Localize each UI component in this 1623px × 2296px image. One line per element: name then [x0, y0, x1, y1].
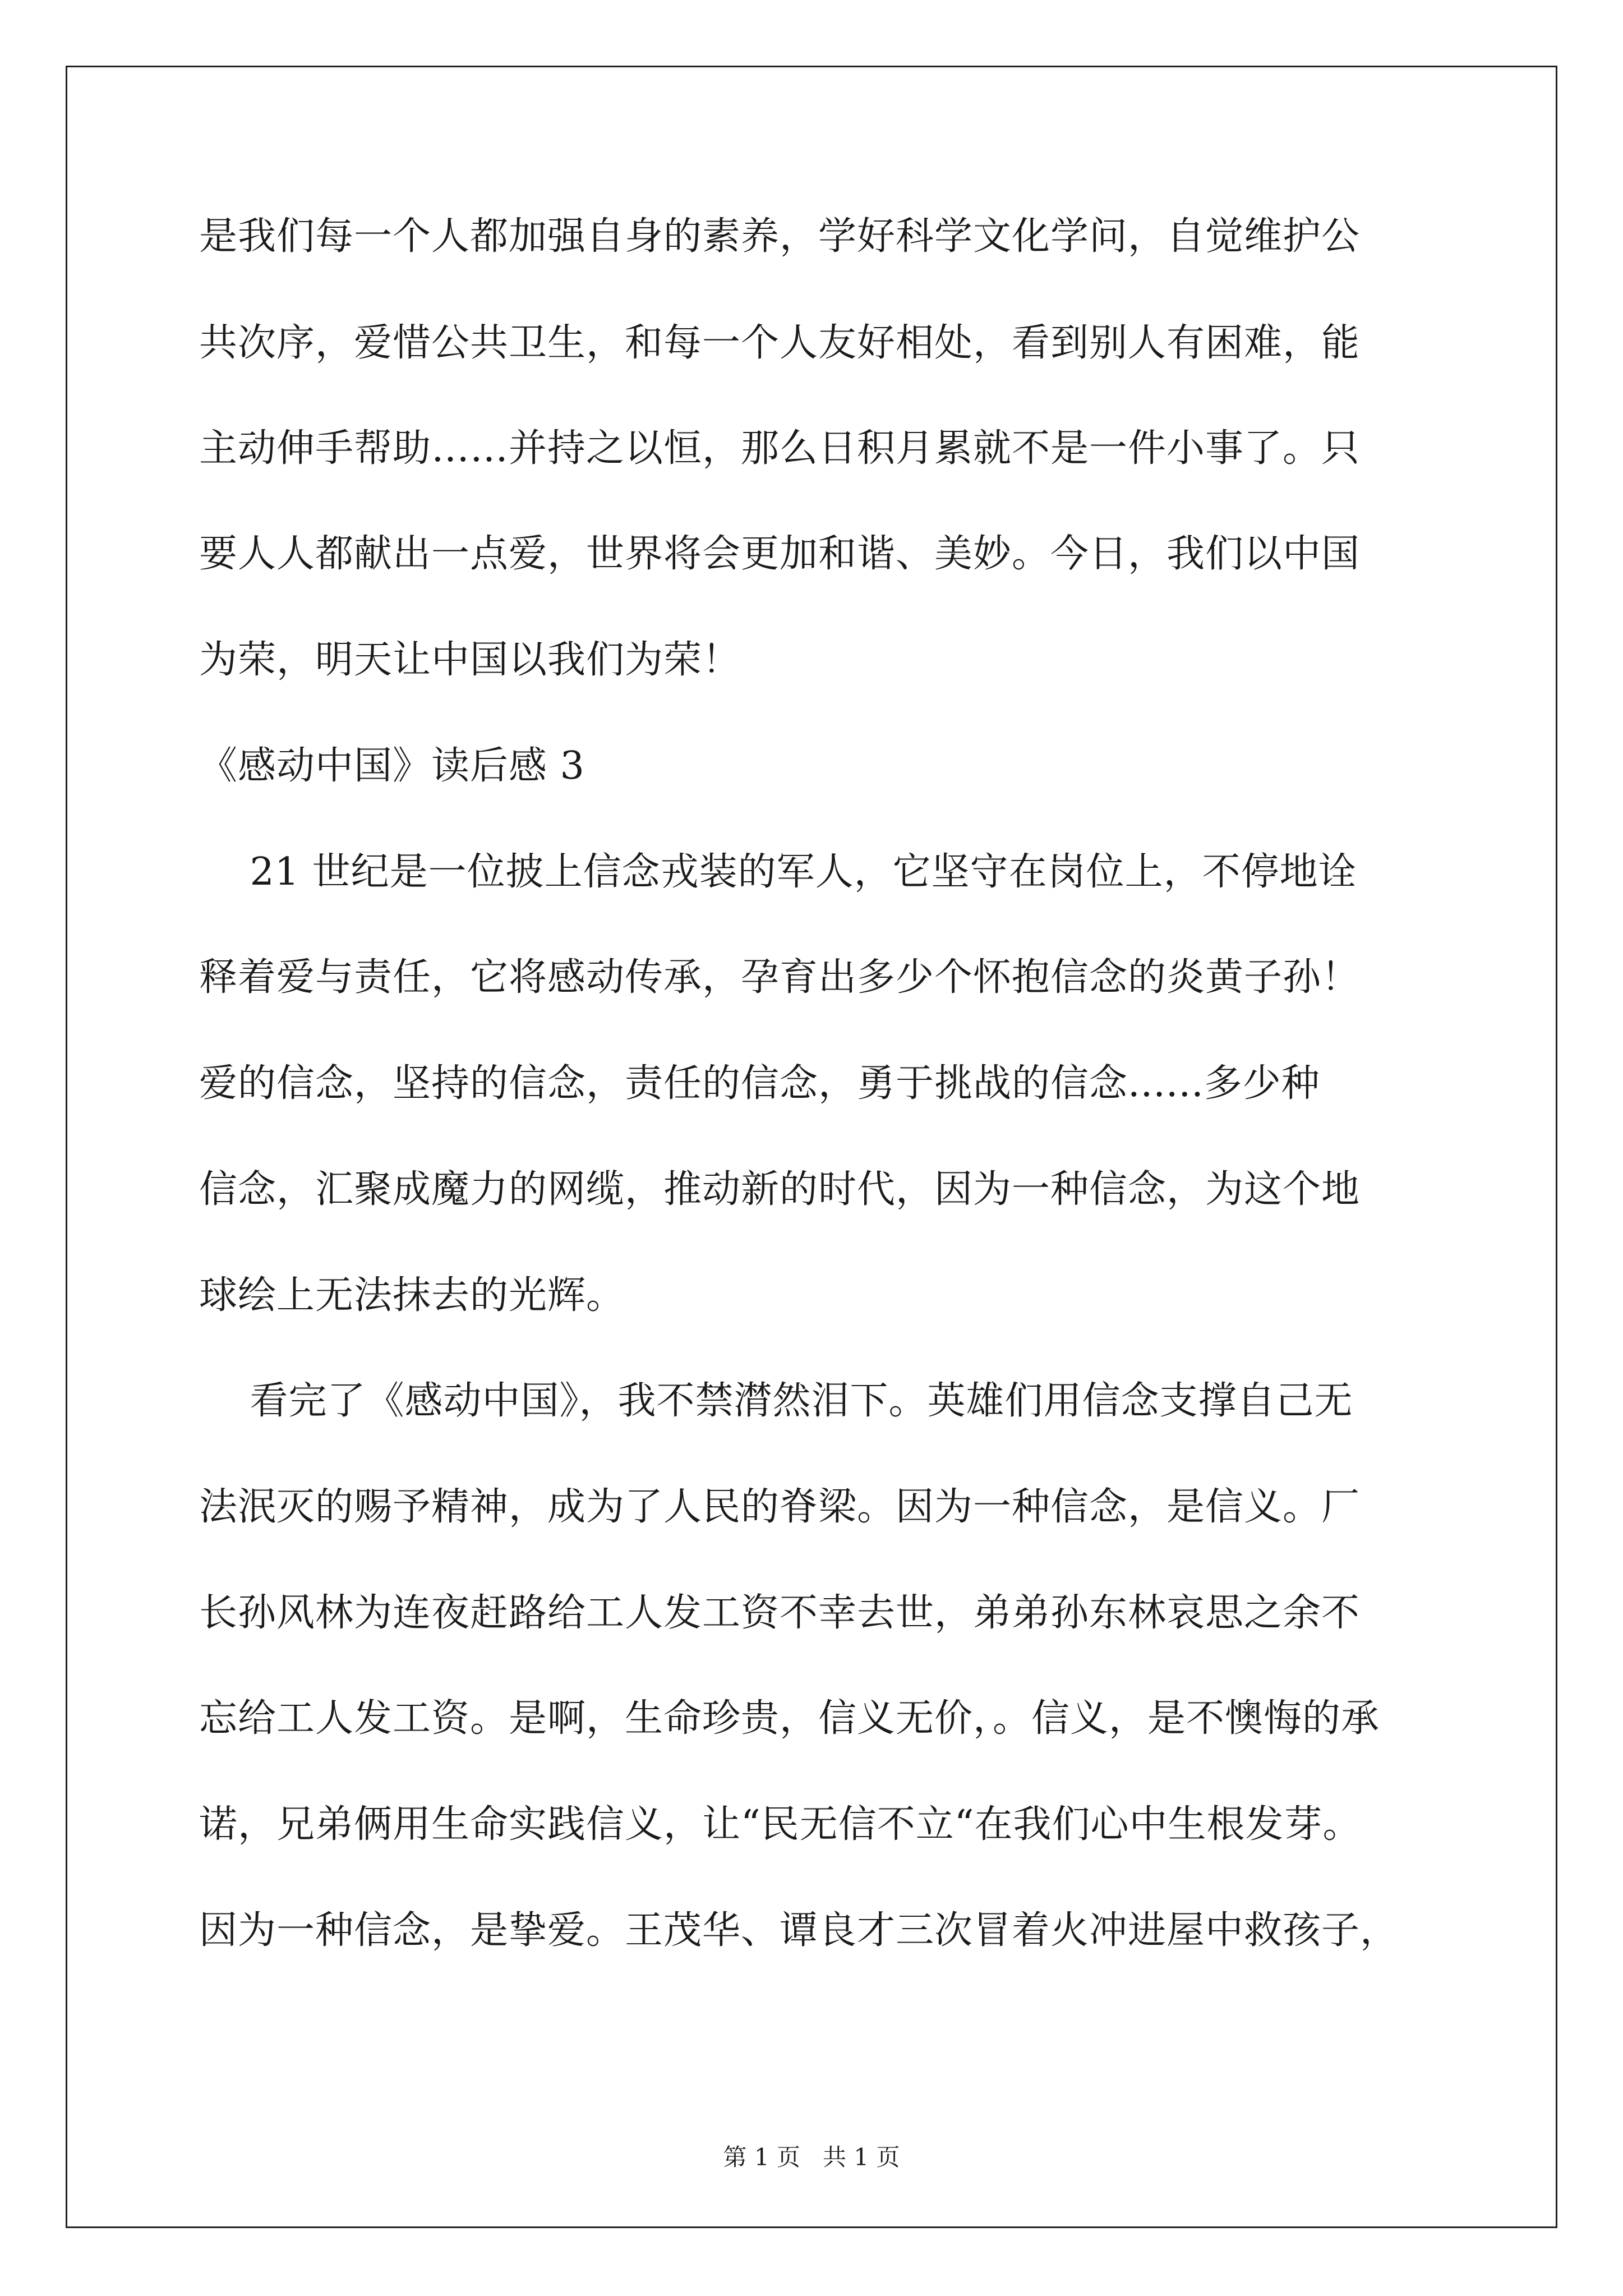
text-line-14: 长孙风林为连夜赶路给工人发工资不幸去世，弟弟孙东林哀思之余不: [199, 1591, 1361, 1635]
text-line-12: 看完了《感动中国》，我不禁潸然泪下。英雄们用信念支撑自己无: [199, 1379, 1353, 1423]
text-line-17: 因为一种信念，是挚爱。王茂华、谭良才三次冒着火冲进屋中救孩子，: [199, 1908, 1399, 1953]
text-line-5: 为荣，明天让中国以我们为荣！: [199, 638, 741, 682]
text-line-16: 诺，兄弟俩用生命实践信义，让“民无信不立“在我们心中生根发芽。: [199, 1802, 1362, 1847]
page-border: [66, 66, 1557, 2228]
text-line-15: 忘给工人发工资。是啊，生命珍贵，信义无价，。信义，是不懊悔的承: [199, 1696, 1380, 1741]
text-line-2: 共次序，爱惜公共卫生，和每一个人友好相处，看到别人有困难，能: [199, 321, 1361, 365]
text-line-9: 爱的信念，坚持的信念，责任的信念，勇于挑战的信念......多少种: [199, 1061, 1320, 1106]
page-footer: 第 1 页 共 1 页: [723, 2143, 900, 2171]
text-line-10: 信念，汇聚成魔力的网缆，推动新的时代，因为一种信念，为这个地: [199, 1167, 1361, 1212]
text-line-4: 要人人都献出一点爱，世界将会更加和谐、美妙。今日，我们以中国: [199, 532, 1361, 576]
text-line-1: 是我们每一个人都加强自身的素养，学好科学文化学问，自觉维护公: [199, 214, 1361, 259]
text-line-13: 法泯灭的赐予精神，成为了人民的脊梁。因为一种信念，是信义。厂: [199, 1485, 1361, 1529]
text-line-3: 主动伸手帮助……并持之以恒，那么日积月累就不是一件小事了。只: [199, 426, 1361, 471]
section-heading: 《感动中国》读后感 3: [199, 744, 585, 788]
text-line-7: 21 世纪是一位披上信念戎装的军人，它坚守在岗位上，不停地诠: [199, 850, 1357, 894]
text-line-8: 释着爱与责任，它将感动传承，孕育出多少个怀抱信念的炎黄子孙！: [199, 955, 1361, 1000]
text-line-11: 球绘上无法抹去的光辉。: [199, 1273, 625, 1318]
